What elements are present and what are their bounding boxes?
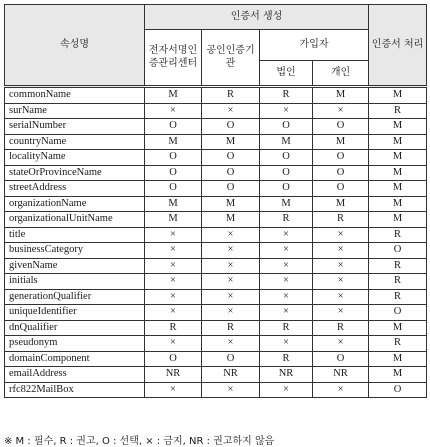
value-cell: × — [313, 336, 369, 352]
value-cell: R — [369, 103, 427, 119]
table-row — [5, 134, 427, 150]
attr-name-cell: organizationalUnitName — [5, 212, 145, 228]
attr-name-cell: localityName — [5, 150, 145, 166]
value-cell: M — [369, 150, 427, 166]
value-cell: NR — [202, 367, 260, 383]
value-cell: O — [145, 165, 202, 181]
value-cell: × — [145, 336, 202, 352]
value-cell: O — [260, 119, 313, 135]
value-cell: R — [369, 274, 427, 290]
value-cell: M — [145, 134, 202, 150]
value-cell: × — [260, 243, 313, 259]
table-row — [5, 336, 427, 352]
table-row — [5, 103, 427, 119]
table-row — [5, 258, 427, 274]
value-cell: M — [369, 367, 427, 383]
value-cell: M — [369, 212, 427, 228]
value-cell: × — [145, 243, 202, 259]
value-cell: × — [145, 227, 202, 243]
value-cell: R — [145, 320, 202, 336]
value-cell: × — [260, 103, 313, 119]
header-subscriber: 가입자 — [260, 30, 369, 61]
value-cell: O — [202, 119, 260, 135]
value-cell: O — [369, 305, 427, 321]
value-cell: × — [202, 243, 260, 259]
header-nca: 전자서명인증관리센터 — [145, 30, 202, 87]
value-cell: M — [369, 320, 427, 336]
value-cell: M — [260, 134, 313, 150]
value-cell: O — [260, 150, 313, 166]
value-cell: O — [145, 351, 202, 367]
value-cell: R — [369, 227, 427, 243]
value-cell: O — [313, 351, 369, 367]
header-individual: 개인 — [313, 61, 369, 87]
value-cell: O — [145, 119, 202, 135]
table-row — [5, 119, 427, 135]
attribute-table-body — [5, 87, 427, 398]
value-cell: M — [369, 181, 427, 197]
value-cell: R — [260, 320, 313, 336]
value-cell: O — [260, 165, 313, 181]
attr-name-cell: surName — [5, 103, 145, 119]
value-cell: M — [145, 87, 202, 104]
value-cell: × — [145, 305, 202, 321]
legend-note: ※ M : 필수, R : 권고, O : 선택, × : 금지, NR : 권고하지 않음 — [4, 436, 275, 447]
table-row — [5, 212, 427, 228]
value-cell: × — [313, 103, 369, 119]
table-row — [5, 367, 427, 383]
value-cell: × — [202, 336, 260, 352]
attr-name-cell: rfc822MailBox — [5, 382, 145, 398]
attr-name-cell: commonName — [5, 87, 145, 104]
value-cell: O — [202, 165, 260, 181]
table-row — [5, 305, 427, 321]
value-cell: NR — [145, 367, 202, 383]
value-cell: × — [202, 258, 260, 274]
header-cert-processing — [369, 5, 427, 87]
value-cell: R — [202, 87, 260, 104]
value-cell: × — [313, 227, 369, 243]
table-row — [5, 351, 427, 367]
value-cell: × — [313, 258, 369, 274]
value-cell: M — [313, 134, 369, 150]
attr-name-cell: serialNumber — [5, 119, 145, 135]
value-cell: R — [202, 320, 260, 336]
value-cell: R — [313, 320, 369, 336]
value-cell: × — [145, 103, 202, 119]
attr-name-cell: domainComponent — [5, 351, 145, 367]
value-cell: × — [313, 382, 369, 398]
value-cell: × — [202, 227, 260, 243]
value-cell: O — [202, 351, 260, 367]
table-row — [5, 196, 427, 212]
attr-name-cell: stateOrProvinceName — [5, 165, 145, 181]
value-cell: × — [145, 258, 202, 274]
value-cell: M — [313, 196, 369, 212]
attribute-table — [4, 4, 427, 398]
attr-name-cell: countryName — [5, 134, 145, 150]
value-cell: M — [369, 134, 427, 150]
value-cell: O — [313, 119, 369, 135]
value-cell: R — [369, 258, 427, 274]
header-lca: 공인인증기관 — [202, 30, 260, 87]
value-cell: O — [313, 150, 369, 166]
attr-name-cell: pseudonym — [5, 336, 145, 352]
value-cell: M — [260, 196, 313, 212]
attr-name-cell: organizationName — [5, 196, 145, 212]
attribute-table-container — [4, 4, 426, 398]
value-cell: M — [369, 196, 427, 212]
value-cell: M — [202, 196, 260, 212]
value-cell: × — [260, 336, 313, 352]
value-cell: O — [202, 150, 260, 166]
table-row — [5, 165, 427, 181]
value-cell: R — [369, 289, 427, 305]
value-cell: M — [145, 212, 202, 228]
table-row — [5, 150, 427, 166]
value-cell: O — [202, 181, 260, 197]
value-cell: × — [145, 382, 202, 398]
value-cell: × — [202, 103, 260, 119]
value-cell: × — [202, 382, 260, 398]
header-attr-name: 속성명 — [5, 5, 145, 87]
attr-name-cell: emailAddress — [5, 367, 145, 383]
value-cell: R — [260, 87, 313, 104]
value-cell: NR — [260, 367, 313, 383]
value-cell: R — [260, 212, 313, 228]
value-cell: M — [202, 212, 260, 228]
attr-name-cell: dnQualifier — [5, 320, 145, 336]
header-issuance-group: 인증서 생성 — [145, 5, 369, 30]
value-cell: M — [313, 87, 369, 104]
header-corporate: 법인 — [260, 61, 313, 87]
table-row — [5, 320, 427, 336]
value-cell: × — [260, 305, 313, 321]
value-cell: M — [369, 119, 427, 135]
value-cell: O — [260, 181, 313, 197]
value-cell: × — [313, 274, 369, 290]
value-cell: NR — [313, 367, 369, 383]
value-cell: O — [369, 382, 427, 398]
value-cell: × — [145, 289, 202, 305]
value-cell: M — [369, 165, 427, 181]
value-cell: O — [369, 243, 427, 259]
header-cert-processing-label: 인증서 처리 — [371, 38, 424, 50]
attr-name-cell: givenName — [5, 258, 145, 274]
value-cell: × — [202, 274, 260, 290]
value-cell: × — [313, 305, 369, 321]
value-cell: O — [145, 150, 202, 166]
value-cell: M — [202, 134, 260, 150]
value-cell: × — [260, 274, 313, 290]
value-cell: × — [313, 243, 369, 259]
value-cell: M — [369, 351, 427, 367]
value-cell: × — [260, 289, 313, 305]
value-cell: O — [313, 165, 369, 181]
value-cell: M — [369, 87, 427, 104]
value-cell: M — [145, 196, 202, 212]
value-cell: O — [313, 181, 369, 197]
value-cell: R — [369, 336, 427, 352]
attr-name-cell: generationQualifier — [5, 289, 145, 305]
attr-name-cell: businessCategory — [5, 243, 145, 259]
attr-name-cell: title — [5, 227, 145, 243]
table-row — [5, 181, 427, 197]
table-row — [5, 243, 427, 259]
value-cell: × — [313, 289, 369, 305]
attr-name-cell: initials — [5, 274, 145, 290]
value-cell: × — [260, 227, 313, 243]
attr-name-cell: uniqueIdentifier — [5, 305, 145, 321]
value-cell: O — [145, 181, 202, 197]
table-row — [5, 382, 427, 398]
value-cell: × — [202, 305, 260, 321]
value-cell: × — [145, 274, 202, 290]
table-row — [5, 87, 427, 104]
table-row — [5, 274, 427, 290]
table-row — [5, 227, 427, 243]
value-cell: × — [260, 258, 313, 274]
attr-name-cell: streetAddress — [5, 181, 145, 197]
value-cell: × — [202, 289, 260, 305]
table-row — [5, 289, 427, 305]
value-cell: × — [260, 382, 313, 398]
value-cell: R — [260, 351, 313, 367]
value-cell: R — [313, 212, 369, 228]
